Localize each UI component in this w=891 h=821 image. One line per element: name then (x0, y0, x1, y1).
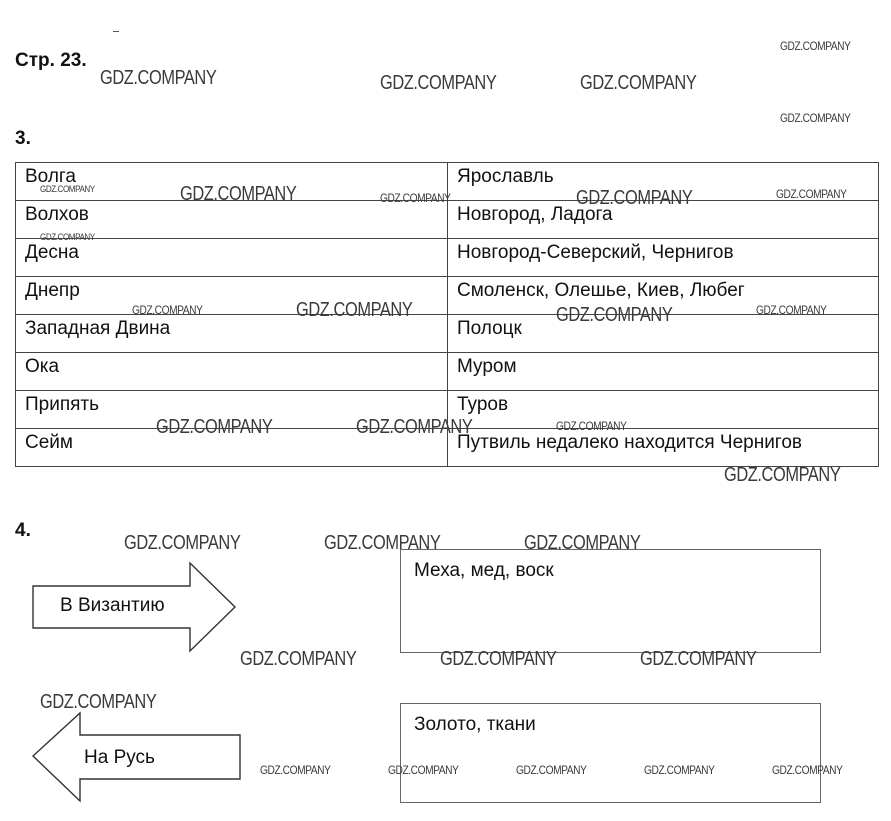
watermark: GDZ.COMPANY (780, 111, 851, 125)
task4-number: 4. (15, 520, 31, 541)
river-cell: Западная Двина (16, 315, 448, 353)
watermark: GDZ.COMPANY (780, 39, 851, 53)
watermark: GDZ.COMPANY (40, 184, 95, 194)
table-row (16, 201, 879, 239)
watermark: GDZ.COMPANY (100, 67, 217, 89)
table-row (16, 353, 879, 391)
watermark: GDZ.COMPANY (40, 232, 95, 242)
stray-mark (113, 31, 119, 32)
cities-cell: Туров (448, 391, 879, 429)
watermark: GDZ.COMPANY (724, 464, 841, 486)
watermark: GDZ.COMPANY (580, 72, 697, 94)
watermark: GDZ.COMPANY (576, 187, 693, 209)
watermark: GDZ.COMPANY (380, 191, 451, 205)
cities-cell: Путвиль недалеко находится Чернигов (448, 429, 879, 467)
table-row (16, 239, 879, 277)
cities-cell: Смоленск, Олешье, Киев, Любег (448, 277, 879, 315)
river-cell: Днепр (16, 277, 448, 315)
watermark: GDZ.COMPANY (388, 763, 459, 777)
to-rus-goods: Золото, ткани (414, 714, 536, 735)
watermark: GDZ.COMPANY (260, 763, 331, 777)
river-cell: Волхов (16, 201, 448, 239)
watermark: GDZ.COMPANY (772, 763, 843, 777)
watermark: GDZ.COMPANY (132, 303, 203, 317)
watermark: GDZ.COMPANY (556, 304, 673, 326)
watermark: GDZ.COMPANY (380, 72, 497, 94)
to-byzantium-goods: Меха, мед, воск (414, 560, 554, 581)
watermark: GDZ.COMPANY (524, 532, 641, 554)
cities-cell: Новгород, Ладога (448, 201, 879, 239)
watermark: GDZ.COMPANY (180, 183, 297, 205)
cities-cell: Полоцк (448, 315, 879, 353)
watermark: GDZ.COMPANY (324, 532, 441, 554)
page-label: Стр. 23. (15, 50, 87, 71)
cities-cell: Новгород-Северский, Чернигов (448, 239, 879, 277)
watermark: GDZ.COMPANY (640, 648, 757, 670)
watermark: GDZ.COMPANY (356, 416, 473, 438)
river-cell: Десна (16, 239, 448, 277)
watermark: GDZ.COMPANY (556, 419, 627, 433)
watermark: GDZ.COMPANY (644, 763, 715, 777)
watermark: GDZ.COMPANY (756, 303, 827, 317)
watermark: GDZ.COMPANY (156, 416, 273, 438)
task3-number: 3. (15, 128, 31, 149)
watermark: GDZ.COMPANY (124, 532, 241, 554)
watermark: GDZ.COMPANY (440, 648, 557, 670)
to-rus-goods-box (400, 703, 821, 803)
watermark: GDZ.COMPANY (776, 187, 847, 201)
to-rus-label: На Русь (84, 747, 155, 768)
river-cell: Припять (16, 391, 448, 429)
river-cell: Сейм (16, 429, 448, 467)
table-row (16, 315, 879, 353)
river-cell: Ока (16, 353, 448, 391)
cities-cell: Ярославль (448, 163, 879, 201)
watermark: GDZ.COMPANY (516, 763, 587, 777)
to-byzantium-label: В Византию (60, 595, 165, 616)
river-cell: Волга (16, 163, 448, 201)
watermark: GDZ.COMPANY (40, 691, 157, 713)
cities-cell: Муром (448, 353, 879, 391)
watermark: GDZ.COMPANY (240, 648, 357, 670)
watermark: GDZ.COMPANY (296, 299, 413, 321)
to-byzantium-goods-box (400, 549, 821, 653)
